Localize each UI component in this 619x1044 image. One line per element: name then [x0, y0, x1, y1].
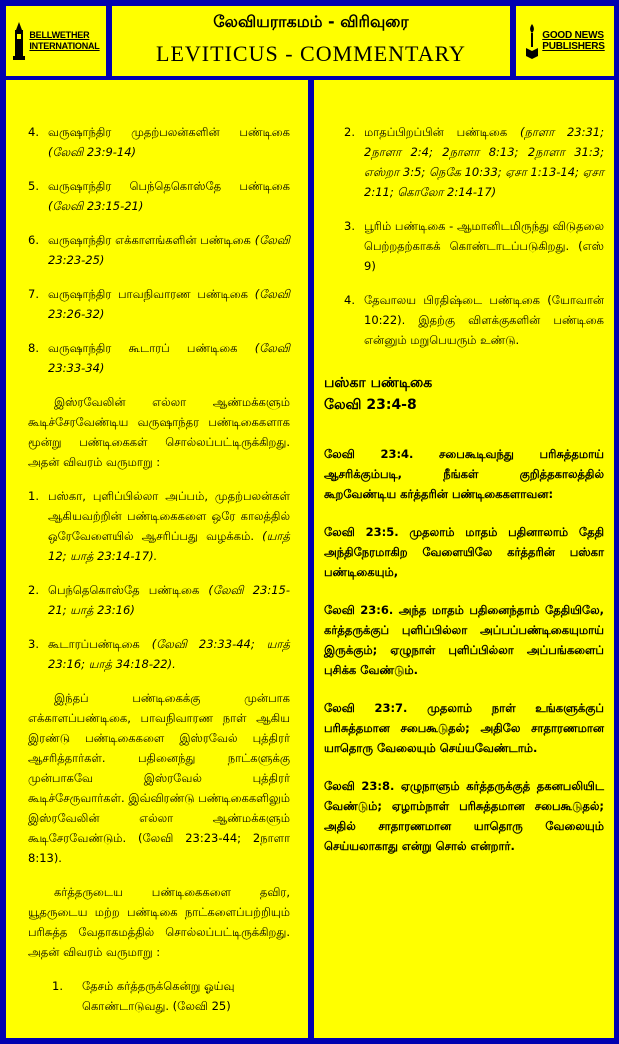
feast-list — [28, 486, 290, 674]
verse: லேவி 23:4. சபைகூடிவந்து பரிசுத்தமாய் ஆசரிக்கும்படி, நீங்கள் குறித்தகாலத்தில் கூறவேண்டிய கர்த்தரின் பண்டிகைகளாவன: — [324, 447, 604, 501]
verse: லேவி 23:6. அந்த மாதம் பதினைந்தாம் தேதியிலே, கர்த்தருக்குப் புளிப்பில்லா அப்பப்பண்டிகையுமாய் இருக்கும்; ஏழுநாள் புளிப்பில்லா அப்பங்களைப் புசிக்க வேண்டும். — [324, 603, 604, 677]
item-number: 3. — [28, 637, 39, 651]
list-item — [28, 284, 290, 324]
item-reference: (லேவி 23:23-25) — [48, 233, 290, 267]
item-text: கூடாரப்பண்டிகை — [48, 637, 140, 651]
list-item — [28, 230, 290, 270]
item-text: வருஷாந்திர எக்காளங்களின் பண்டிகை — [48, 233, 251, 247]
item-reference: (லேவி 23:33-34) — [48, 341, 290, 375]
item-reference: (லேவி 23:33-44; யாத் 23:16; யாத் 34:18-22). — [48, 637, 291, 671]
good-news-publishers-logo — [516, 6, 614, 76]
item-text: பஸ்கா, புளிப்பில்லா அப்பம், முதற்பலன்கள் ஆகியவற்றின் பண்டிகைகளை ஒரே காலத்தில் ஒரேவேளையில் ஆசரிப்பது வழக்கம். — [48, 489, 290, 543]
list-item — [28, 176, 290, 216]
bell-tower-icon — [12, 22, 26, 60]
left-column — [6, 80, 308, 1038]
verse: லேவி 23:8. ஏழுநாளும் கர்த்தருக்குத் தகனபலியிட வேண்டும்; ஏழாம்நாள் பரிசுத்தமான சபைகூடுதல்; அதில் சாதாரணமான யாதொரு வேலையும் செய்யலாகாது என்று சொல் என்றார். — [324, 779, 604, 853]
item-number: 7. — [28, 287, 39, 301]
list-item — [324, 216, 604, 276]
item-reference: (யாத் 12; யாத் 23:14-17). — [48, 529, 290, 563]
item-number: 8. — [28, 341, 39, 355]
item-number: 2. — [344, 125, 355, 139]
book-torch-icon — [525, 22, 539, 60]
item-reference: (லேவி 23:15-21) — [48, 199, 144, 213]
verse: லேவி 23:7. முதலாம் நாள் உங்களுக்குப் பரிசுத்தமான சபைகூடுதல்; அதிலே சாதாரணமான யாதொரு வேலையும் செய்யவேண்டாம். — [324, 701, 604, 755]
bellwether-logo — [6, 6, 106, 76]
item-text: தேசம் கர்த்தருக்கென்று ஓய்வு கொண்டாடுவது. (லேவி 25) — [82, 979, 235, 1013]
item-text: வருஷாந்திர பாவநிவாரண பண்டிகை — [48, 287, 248, 301]
item-number: 3. — [344, 219, 355, 233]
page-title-english: LEVITICUS - COMMENTARY — [156, 41, 466, 66]
item-number: 4. — [344, 293, 355, 307]
paragraph-other-feasts: கர்த்தருடைய பண்டிகைகளை தவிர, யூதருடைய மற்ற பண்டிகை நாட்களைப்பற்றியும் பரிசுத்த வேதாகமத்தில் சொல்லப்பட்டிருக்கிறது. அதன் விவரம் வருமாறு : — [28, 885, 290, 959]
list-item — [28, 634, 290, 674]
item-number: 1. — [52, 979, 63, 993]
section-title-line1: பஸ்கா பண்டிகை — [324, 375, 433, 391]
list-item — [324, 290, 604, 350]
item-text: வருஷாந்திர முதற்பலன்களின் பண்டிகை — [48, 125, 290, 139]
item-number: 5. — [28, 179, 39, 193]
verse: லேவி 23:5. முதலாம் மாதம் பதினாலாம் தேதி அந்திநேரமாகிற வேளையிலே கர்த்தரின் பஸ்கா பண்டிகையும், — [324, 525, 604, 579]
logo-right-line1: GOOD NEWS — [542, 30, 604, 41]
logo-left-line2: INTERNATIONAL — [29, 41, 100, 51]
logo-left-line1: BELLWETHER — [29, 30, 90, 40]
page-title-tamil: லேவியராகமம் - விரிவுரை — [213, 12, 409, 31]
item-text: மாதப்பிறப்பின் பண்டிகை — [364, 125, 508, 139]
item-text: தேவாலய பிரதிஷ்டை பண்டிகை (யோவான் 10:22). இதற்கு விளக்குகளின் பண்டிகை என்னும் மறுபெயரும் உண்டு. — [364, 293, 604, 347]
item-number: 4. — [28, 125, 39, 139]
logo-right-line2: PUBLISHERS — [542, 41, 605, 52]
item-text: பூரிம் பண்டிகை - ஆமானிடமிருந்து விடுதலை பெற்றதற்காகக் கொண்டாடப்படுகிறது. (எஸ் 9) — [364, 219, 604, 273]
item-number: 6. — [28, 233, 39, 247]
list-item — [28, 976, 290, 1016]
item-reference: (லேவி 23:26-32) — [48, 287, 290, 321]
list-item — [28, 580, 290, 620]
item-reference: (லேவி 23:15-21; யாத் 23:16) — [48, 583, 290, 617]
item-number: 2. — [28, 583, 39, 597]
item-text: பெந்தெகொஸ்தே பண்டிகை — [48, 583, 200, 597]
list-item — [324, 122, 604, 202]
item-text: வருஷாந்திர பெந்தெகொஸ்தே பண்டிகை — [48, 179, 290, 193]
page-header — [112, 6, 510, 76]
list-item — [28, 338, 290, 378]
section-title — [324, 372, 604, 416]
paragraph-annual-feasts: இஸ்ரவேலின் எல்லா ஆண்மக்களும் கூடிச்சேரவேண்டிய வருஷாந்தர பண்டிகைகளாக மூன்று பண்டிகைகள் சொல்லப்பட்டிருக்கிறது. அதன் விவரம் வருமாறு : — [28, 395, 290, 469]
item-text: வருஷாந்திர கூடாரப் பண்டிகை — [48, 341, 238, 355]
paragraph-trumpets-atonement: இந்தப் பண்டிகைக்கு முன்பாக எக்காளப்பண்டிகை, பாவநிவாரண நாள் ஆகிய இரண்டு பண்டிகைகளை இஸ்ரவேல் புத்திரர் ஆசரித்தார்கள். பதினைந்து நாட்களுக்கு முன்பாகவே இஸ்ரவேல் புத்திரர் கூடிச்சேருவார்கள். இவ்விரண்டு பண்டிகைகளிலும் இஸ்ரவேலின் எல்லா ஆண்மக்களும் கூடிசேரவேண்டும். (லேவி 23:23-44; 2நாளா 8:13). — [28, 691, 290, 865]
item-reference: (லேவி 23:9-14) — [48, 145, 137, 159]
list-item — [28, 122, 290, 162]
item-number: 1. — [28, 489, 39, 503]
right-column — [314, 80, 614, 1038]
section-title-line2: லேவி 23:4-8 — [324, 397, 417, 413]
list-item — [28, 486, 290, 566]
item-reference: (நாளா 23:31; 2நாளா 2:4; 2நாளா 8:13; 2நாளா 31:3; எஸ்றா 3:5; நெகே 10:33; ஏசா 1:13-14; ஏசா 2:11; கொலோ 2:14-17) — [364, 125, 604, 199]
